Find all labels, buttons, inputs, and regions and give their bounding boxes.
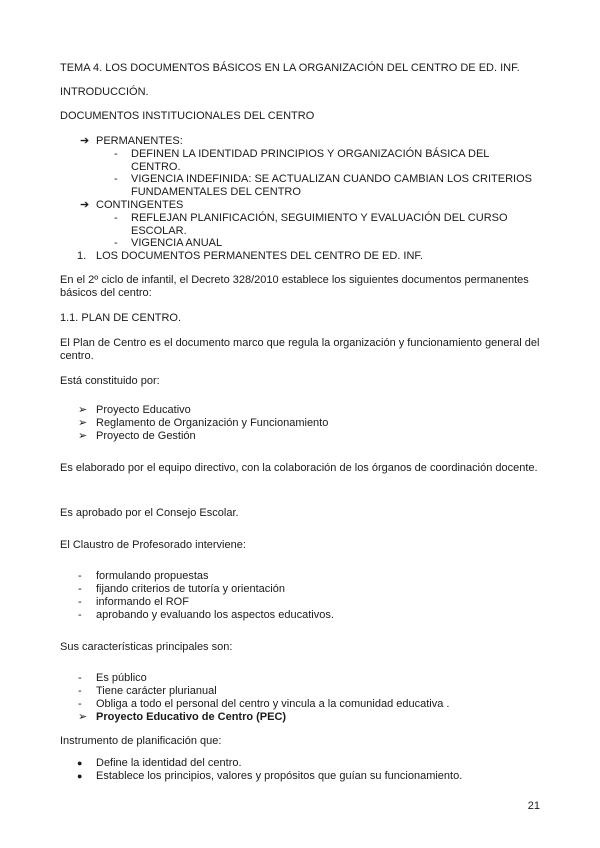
paragraph-elaborado: Es elaborado por el equipo directivo, con la colaboración de los órganos de coordinación docente.	[60, 462, 538, 474]
list-item: Reglamento de Organización y Funcionamiento	[96, 417, 329, 429]
list-item: Proyecto Educativo	[96, 404, 191, 416]
list-item: Tiene carácter plurianual	[96, 685, 217, 697]
permanentes-item: VIGENCIA INDEFINIDA: SE ACTUALIZAN CUANDO CAMBIAN LOS CRITERIOS FUNDAMENTALES DEL CENTRO	[131, 173, 532, 198]
paragraph-plan: El Plan de Centro es el documento marco que regula la organización y funcionamiento general del centro.	[60, 337, 540, 362]
dash-bullet-icon: -	[78, 698, 82, 710]
contingentes-item: REFLEJAN PLANIFICACIÓN, SEGUIMIENTO Y EVALUACIÓN DEL CURSO ESCOLAR.	[131, 212, 508, 237]
list-item: Proyecto de Gestión	[96, 430, 196, 442]
institutional-heading: DOCUMENTOS INSTITUCIONALES DEL CENTRO	[60, 110, 315, 122]
list-item: Obliga a todo el personal del centro y vincula a la comunidad educativa .	[96, 698, 450, 710]
dash-bullet-icon: -	[78, 570, 82, 582]
round-bullet-icon: ●	[77, 771, 83, 781]
paragraph-decreto: En el 2º ciclo de infantil, el Decreto 328/2010 establece los siguientes documentos permanentes básicos del centro:	[60, 274, 529, 299]
triangle-bullet-icon: ➢	[78, 430, 88, 442]
section-number: 1.	[77, 250, 87, 262]
contingentes-label: CONTINGENTES	[96, 199, 184, 211]
triangle-bullet-icon: ➢	[78, 417, 88, 429]
document-title: TEMA 4. LOS DOCUMENTOS BÁSICOS EN LA ORGANIZACIÓN DEL CENTRO DE ED. INF.	[60, 62, 520, 74]
paragraph-instrumento: Instrumento de planificación que:	[60, 735, 222, 747]
dash-bullet-icon: -	[78, 685, 82, 697]
pec-heading: Proyecto Educativo de Centro (PEC)	[96, 711, 287, 723]
arrow-bullet-icon: ➔	[80, 135, 90, 147]
list-item: formulando propuestas	[96, 570, 209, 582]
dash-bullet-icon: -	[78, 583, 82, 595]
paragraph-constituido: Está constituido por:	[60, 375, 160, 387]
dash-bullet-icon: -	[78, 609, 82, 621]
dash-bullet-icon: -	[78, 672, 82, 684]
contingentes-item: VIGENCIA ANUAL	[131, 237, 223, 249]
list-item: Establece los principios, valores y propósitos que guían su funcionamiento.	[96, 770, 463, 782]
triangle-bullet-icon: ➢	[78, 404, 88, 416]
arrow-bullet-icon: ➔	[80, 199, 90, 211]
dash-bullet-icon: -	[114, 212, 118, 224]
paragraph-caracteristicas: Sus características principales son:	[60, 641, 233, 653]
triangle-bullet-icon: ➢	[78, 711, 88, 723]
paragraph-claustro: El Claustro de Profesorado interviene:	[60, 539, 246, 551]
permanentes-label: PERMANENTES:	[96, 135, 183, 147]
dash-bullet-icon: -	[78, 596, 82, 608]
subsection-heading: 1.1. PLAN DE CENTRO.	[60, 312, 182, 324]
page-number: 21	[527, 800, 540, 812]
list-item: aprobando y evaluando los aspectos educativos.	[96, 609, 334, 621]
list-item: Es público	[96, 672, 147, 684]
intro-heading: INTRODUCCIÓN.	[60, 86, 149, 98]
dash-bullet-icon: -	[114, 148, 118, 160]
round-bullet-icon: ●	[77, 758, 83, 768]
paragraph-aprobado: Es aprobado por el Consejo Escolar.	[60, 507, 239, 519]
list-item: fijando criterios de tutoría y orientación	[96, 583, 285, 595]
list-item: Define la identidad del centro.	[96, 757, 242, 769]
permanentes-item: DEFINEN LA IDENTIDAD PRINCIPIOS Y ORGANIZACIÓN BÁSICA DEL CENTRO.	[131, 148, 489, 173]
list-item: informando el ROF	[96, 596, 189, 608]
dash-bullet-icon: -	[114, 237, 118, 249]
dash-bullet-icon: -	[114, 173, 118, 185]
section-title: LOS DOCUMENTOS PERMANENTES DEL CENTRO DE ED. INF.	[96, 250, 423, 262]
